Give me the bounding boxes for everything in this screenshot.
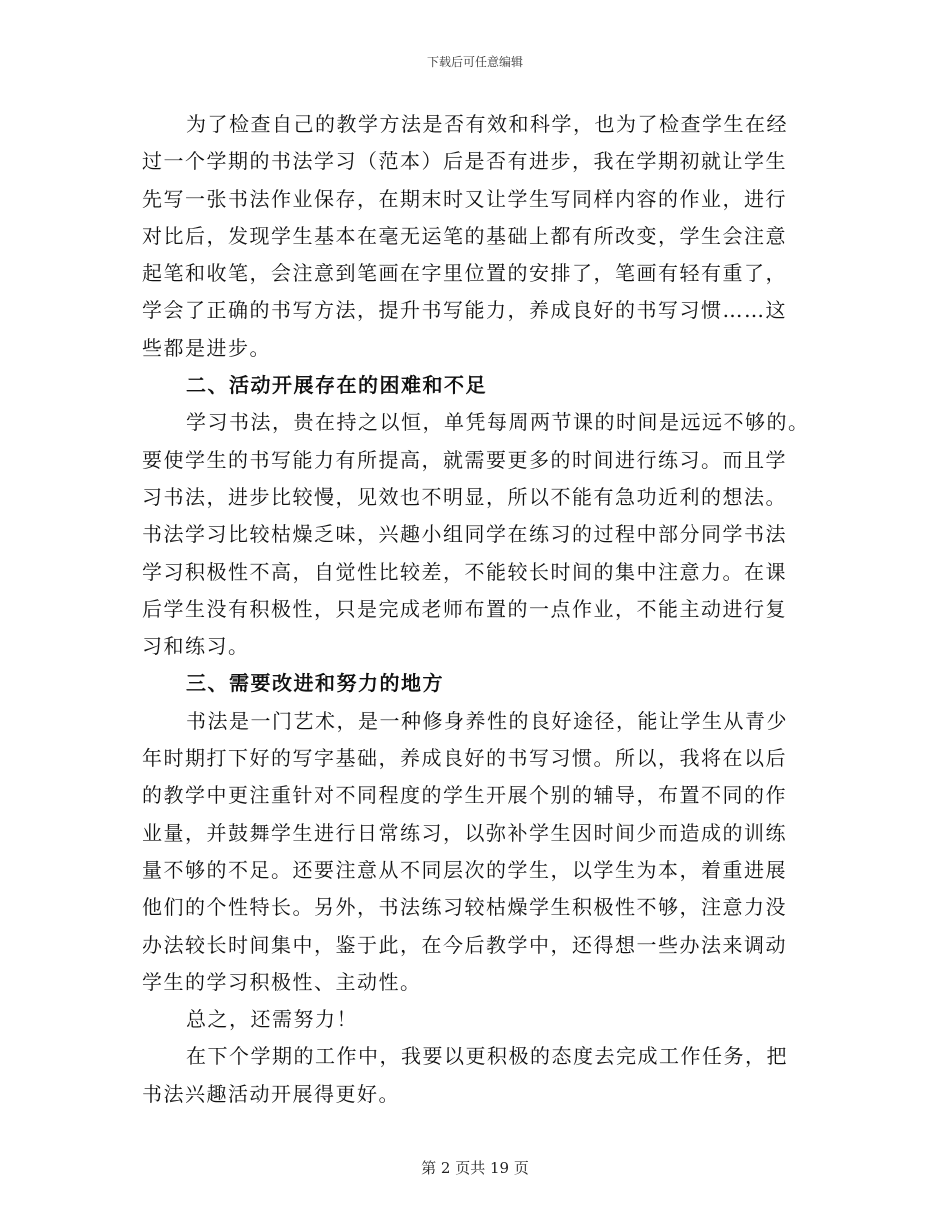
paragraph-line: 为了检查自己的教学方法是否有效和科学，也为了检查学生在经: [186, 112, 788, 136]
paragraph-line: 些都是进步。: [142, 335, 271, 360]
paragraph-line: 学习积极性不高，自觉性比较差，不能较长时间的集中注意力。在课: [142, 559, 787, 584]
paragraph-line: 对比后，发现学生基本在毫无运笔的基础上都有所改变，学生会注意: [142, 223, 787, 248]
section-heading: 三、需要改进和努力的地方: [186, 671, 444, 696]
paragraph-line: 要使学生的书写能力有所提高，就需要更多的时间进行练习。而且学: [142, 447, 787, 472]
page-footer: 第 2 页共 19 页: [421, 1159, 529, 1177]
paragraph-line: 过一个学期的书法学习（范本）后是否有进步，我在学期初就让学生: [142, 149, 787, 174]
paragraph-line: 学习书法，贵在持之以恒，单凭每周两节课的时间是远远不够的。: [186, 410, 810, 435]
paragraph-line: 书法学习比较枯燥乏味，兴趣小组同学在练习的过程中部分同学书法: [142, 522, 787, 547]
paragraph-line: 书法兴趣活动开展得更好。: [142, 1081, 400, 1106]
section-heading: 二、活动开展存在的困难和不足: [186, 373, 487, 398]
paragraph-line: 习和练习。: [142, 634, 250, 659]
paragraph-line: 书法是一门艺术，是一种修身养性的良好途径，能让学生从青少: [186, 708, 788, 733]
paragraph-line: 的教学中更注重针对不同程度的学生开展个别的辅导，布置不同的作: [142, 783, 787, 808]
paragraph-line: 在下个学期的工作中，我要以更积极的态度去完成工作任务，把: [186, 1044, 788, 1069]
paragraph-line: 学生的学习积极性、主动性。: [142, 969, 422, 994]
paragraph-line: 总之，还需努力！: [186, 1007, 358, 1032]
paragraph-line: 先写一张书法作业保存，在期末时又让学生写同样内容的作业，进行: [142, 186, 787, 211]
paragraph-line: 量不够的不足。还要注意从不同层次的学生，以学生为本，着重进展: [142, 857, 787, 882]
paragraph-line: 习书法，进步比较慢，见效也不明显，所以不能有急功近利的想法。: [142, 484, 787, 509]
paragraph-line: 业量，并鼓舞学生进行日常练习，以弥补学生因时间少而造成的训练: [142, 820, 787, 845]
page-header: 下载后可任意编辑: [426, 55, 523, 69]
paragraph-line: 办法较长时间集中，鉴于此，在今后教学中，还得想一些办法来调动: [142, 932, 787, 957]
paragraph-line: 后学生没有积极性，只是完成老师布置的一点作业，不能主动进行复: [142, 596, 787, 621]
paragraph-line: 他们的个性特长。另外，书法练习较枯燥学生积极性不够，注意力没: [142, 895, 787, 920]
body-text: [142, 106, 812, 1113]
paragraph-line: 起笔和收笔，会注意到笔画在字里位置的安排了，笔画有轻有重了，: [142, 261, 787, 286]
paragraph-line: 学会了正确的书写方法，提升书写能力，养成良好的书写习惯……这: [142, 298, 787, 323]
paragraph-line: 年时期打下好的写字基础，养成良好的书写习惯。所以，我将在以后: [142, 746, 787, 771]
